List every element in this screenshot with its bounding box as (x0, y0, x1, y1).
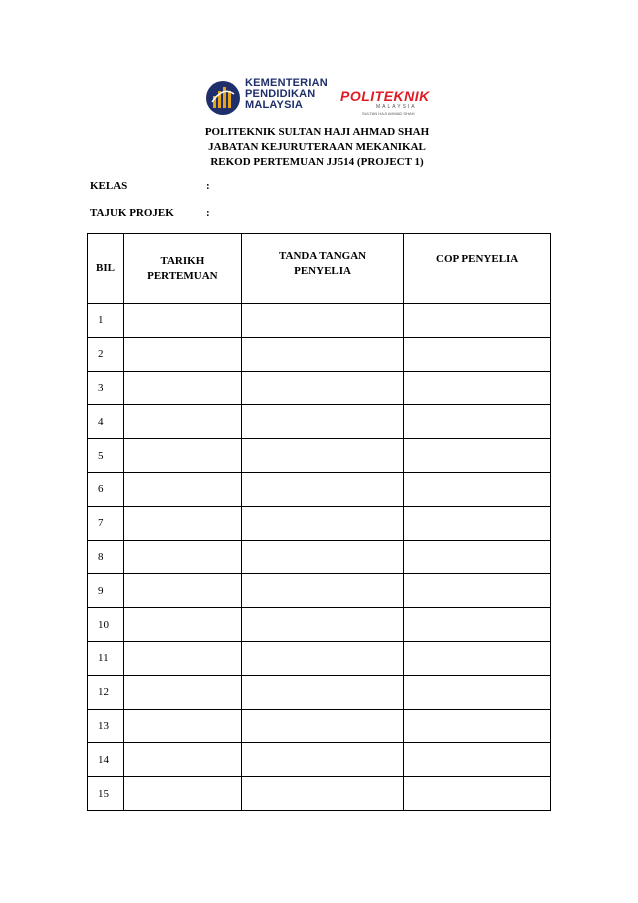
table-row (88, 337, 551, 371)
row-number: 12 (88, 675, 124, 709)
tajuk-projek-field (90, 207, 210, 219)
table-row (88, 574, 551, 608)
politeknik-logo-subtitle: MALAYSIA (376, 104, 417, 110)
header-tarikh-line1: TARIKH (160, 254, 205, 267)
row-number: 3 (88, 371, 124, 405)
table-row (88, 641, 551, 675)
row-number: 2 (88, 337, 124, 371)
cop-cell[interactable] (404, 675, 551, 709)
row-number: 15 (88, 777, 124, 811)
cop-cell[interactable] (404, 777, 551, 811)
table-header-row (88, 234, 551, 304)
tarikh-cell[interactable] (123, 743, 241, 777)
tarikh-cell[interactable] (123, 439, 241, 473)
tanda-tangan-cell[interactable] (241, 506, 404, 540)
tanda-tangan-cell[interactable] (241, 709, 404, 743)
kelas-field (90, 180, 210, 192)
cop-cell[interactable] (404, 709, 551, 743)
kpm-emblem-icon (205, 80, 241, 116)
tanda-tangan-cell[interactable] (241, 574, 404, 608)
cop-cell[interactable] (404, 506, 551, 540)
row-number: 10 (88, 608, 124, 642)
tanda-tangan-cell[interactable] (241, 675, 404, 709)
table-row (88, 608, 551, 642)
tanda-tangan-cell[interactable] (241, 405, 404, 439)
row-number: 8 (88, 540, 124, 574)
kpm-logo-text (245, 78, 328, 111)
row-number: 13 (88, 709, 124, 743)
table-row (88, 540, 551, 574)
kelas-colon: : (206, 180, 210, 192)
tarikh-cell[interactable] (123, 371, 241, 405)
tarikh-cell[interactable] (123, 405, 241, 439)
table-row (88, 439, 551, 473)
row-number: 7 (88, 506, 124, 540)
tarikh-cell[interactable] (123, 641, 241, 675)
heading-record-title: REKOD PERTEMUAN JJ514 (PROJECT 1) (210, 156, 424, 168)
cop-cell[interactable] (404, 405, 551, 439)
header-tarikh-line2: PERTEMUAN (147, 269, 218, 282)
tarikh-cell[interactable] (123, 472, 241, 506)
table-row (88, 506, 551, 540)
table-row (88, 743, 551, 777)
row-number: 11 (88, 641, 124, 675)
tanda-tangan-cell[interactable] (241, 608, 404, 642)
kpm-line-2: PENDIDIKAN (245, 88, 316, 100)
cop-cell[interactable] (404, 304, 551, 338)
tarikh-cell[interactable] (123, 506, 241, 540)
table-row (88, 405, 551, 439)
tanda-tangan-cell[interactable] (241, 371, 404, 405)
tanda-tangan-cell[interactable] (241, 439, 404, 473)
header-tanda-tangan-penyelia (241, 234, 404, 304)
table-row (88, 371, 551, 405)
kpm-line-3: MALAYSIA (245, 99, 304, 111)
kpm-line-1: KEMENTERIAN (245, 77, 328, 89)
tanda-tangan-cell[interactable] (241, 337, 404, 371)
table-row (88, 675, 551, 709)
document-heading (0, 125, 638, 170)
tanda-tangan-cell[interactable] (241, 304, 404, 338)
tanda-tangan-cell[interactable] (241, 641, 404, 675)
cop-cell[interactable] (404, 641, 551, 675)
politeknik-logo (340, 88, 435, 122)
tarikh-cell[interactable] (123, 675, 241, 709)
cop-cell[interactable] (404, 371, 551, 405)
row-number: 5 (88, 439, 124, 473)
tanda-tangan-cell[interactable] (241, 777, 404, 811)
table-row (88, 304, 551, 338)
tajuk-projek-label: TAJUK PROJEK (90, 207, 174, 219)
header-tanda-line2: PENYELIA (294, 265, 351, 277)
tarikh-cell[interactable] (123, 337, 241, 371)
meeting-record-table (87, 233, 551, 811)
tarikh-cell[interactable] (123, 304, 241, 338)
tarikh-cell[interactable] (123, 777, 241, 811)
cop-cell[interactable] (404, 743, 551, 777)
header-bil: BIL (88, 234, 124, 304)
tanda-tangan-cell[interactable] (241, 472, 404, 506)
table-row (88, 777, 551, 811)
cop-cell[interactable] (404, 574, 551, 608)
cop-cell[interactable] (404, 439, 551, 473)
tarikh-cell[interactable] (123, 574, 241, 608)
tarikh-cell[interactable] (123, 540, 241, 574)
cop-cell[interactable] (404, 472, 551, 506)
row-number: 1 (88, 304, 124, 338)
row-number: 4 (88, 405, 124, 439)
tajuk-projek-colon: : (206, 207, 210, 219)
tarikh-cell[interactable] (123, 709, 241, 743)
row-number: 9 (88, 574, 124, 608)
tarikh-cell[interactable] (123, 608, 241, 642)
table-row (88, 472, 551, 506)
header-tarikh-pertemuan (123, 234, 241, 304)
table-row (88, 709, 551, 743)
header-logos (205, 76, 475, 126)
politeknik-logo-campus: SULTAN HAJI AHMAD SHAH (362, 111, 415, 116)
heading-institution: POLITEKNIK SULTAN HAJI AHMAD SHAH (204, 126, 430, 138)
kelas-label: KELAS (90, 180, 128, 192)
cop-cell[interactable] (404, 337, 551, 371)
tanda-tangan-cell[interactable] (241, 743, 404, 777)
header-tanda-line1: TANDA TANGAN (279, 250, 367, 262)
row-number: 6 (88, 472, 124, 506)
tanda-tangan-cell[interactable] (241, 540, 404, 574)
row-number: 14 (88, 743, 124, 777)
header-cop-penyelia: COP PENYELIA (404, 234, 551, 304)
cop-cell[interactable] (404, 608, 551, 642)
cop-cell[interactable] (404, 540, 551, 574)
heading-department: JABATAN KEJURUTERAAN MEKANIKAL (208, 141, 426, 153)
politeknik-logo-text: POLITEKNIK (340, 88, 430, 104)
